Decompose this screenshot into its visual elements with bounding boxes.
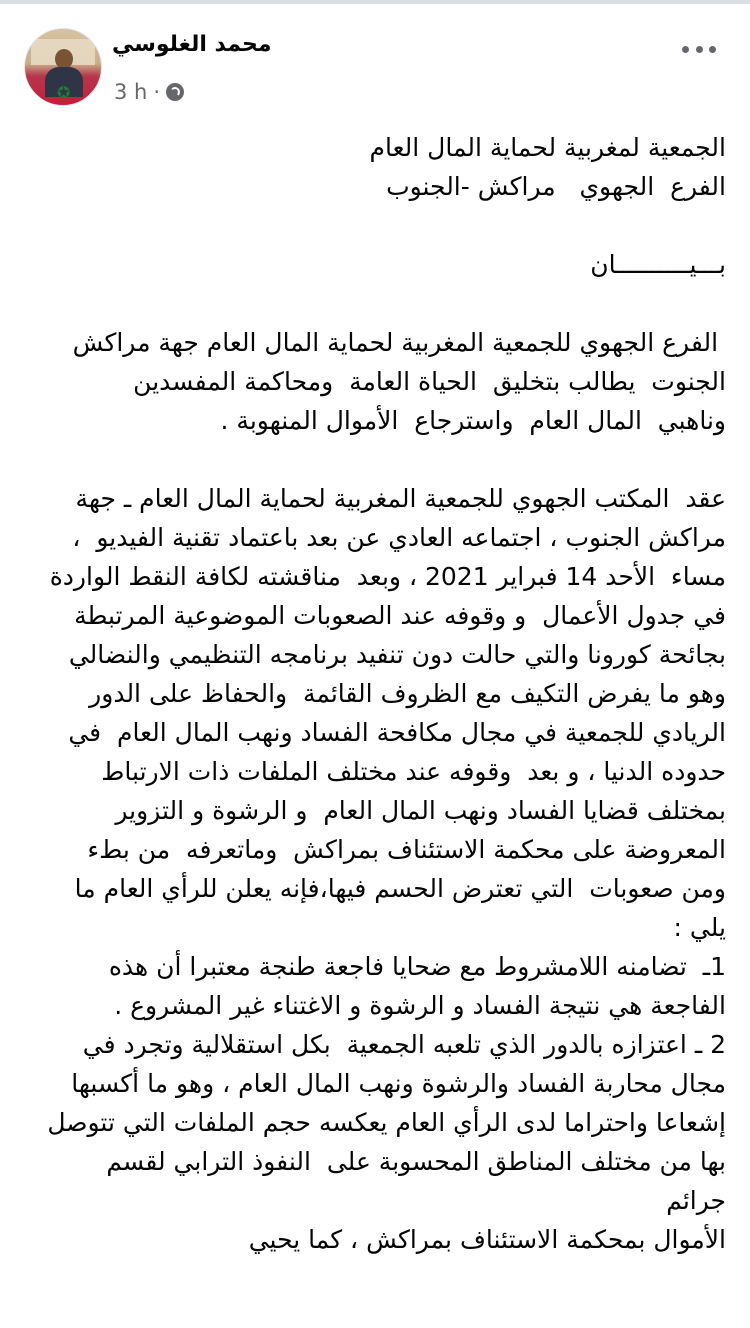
post-body [42, 128, 726, 1259]
list-item-1: الفاجعة هي نتيجة الفساد و الرشوة و الاغتناء غير المشروع . [114, 991, 726, 1020]
post-time[interactable]: 3 h [114, 80, 148, 104]
body-line: حدوده الدنيا ، و بعد وقوفه عند مختلف الملفات ذات الارتباط [101, 757, 726, 786]
list-item-2: إشعاعا واحتراما لدى الرأي العام يعكسه حجم الملفات التي تتوصل [47, 1108, 726, 1137]
body-line: يلي : [673, 913, 726, 942]
list-item-2: مجال محاربة الفساد والرشوة ونهب المال العام ، وهو ما أكسبها [71, 1069, 726, 1098]
post-header [0, 4, 750, 112]
body-line: في جدول الأعمال و وقوفه عند الصعوبات الموضوعية المرتبطة [74, 601, 726, 630]
body-line: وهو ما يفرض التكيف مع الظروف القائمة والحفاظ على الدور [89, 679, 726, 708]
globe-icon[interactable] [166, 83, 184, 101]
author-name[interactable]: محمد الغلوسي [112, 32, 272, 57]
spacer [42, 440, 726, 479]
org-line-1: الجمعية لمغربية لحماية المال العام [369, 133, 726, 162]
avatar[interactable] [24, 28, 102, 106]
list-item-2: الأموال بمحكمة الاستئناف بمراكش ، كما يحيي [248, 1225, 726, 1254]
more-options-icon [696, 46, 703, 53]
spacer [42, 284, 726, 323]
list-item-1: 1ـ تضامنه اللامشروط مع ضحايا فاجعة طنجة معتبرا أن هذه [108, 952, 726, 981]
flag-star-icon: ✪ [57, 83, 71, 102]
body-line: بجائحة كورونا والتي حالت دون تنفيد برنامجه التنظيمي والنضالي [68, 640, 726, 669]
body-line: بمختلف قضايا الفساد ونهب المال العام و الرشوة و التزوير [115, 796, 726, 825]
body-line: مراكش الجنوب ، اجتماعه العادي عن بعد باعتماد تقنية الفيديو ، [72, 523, 726, 552]
more-options-button[interactable] [682, 42, 716, 56]
more-options-icon [709, 46, 716, 53]
list-item-2: بها من مختلف المناطق المحسوبة على النفوذ الترابي لقسم جرائم [98, 1147, 726, 1215]
intro-line: الفرع الجهوي للجمعية المغربية لحماية المال العام جهة مراكش [72, 328, 726, 357]
body-line: مساء الأحد 14 فبراير 2021 ، وبعد مناقشته لكافة النقط الواردة [49, 562, 726, 591]
body-line: ومن صعوبات التي تعترض الحسم فيها،فإنه يعلن للرأي العام ما [74, 874, 726, 903]
body-line: عقد المكتب الجهوي للجمعية المغربية لحماية المال العام ـ جهة [75, 484, 726, 513]
statement-title: بـــيــــــــــان [590, 250, 726, 279]
intro-line: وناهبي المال العام واسترجاع الأموال المنهوبة . [220, 406, 726, 435]
intro-line: الجنوت يطالب بتخليق الحياة العامة ومحاكمة المفسدين [133, 367, 726, 396]
body-line: الريادي للجمعية في مجال مكافحة الفساد ونهب المال العام في [68, 718, 726, 747]
post-meta [114, 80, 184, 104]
spacer [42, 206, 726, 245]
list-item-2: 2 ـ اعتزازه بالدور الذي تلعبه الجمعية بكل استقلالية وتجرد في [82, 1030, 726, 1059]
body-line: المعروضة على محكمة الاستئناف بمراكش وماتعرفه من بطء [87, 835, 726, 864]
separator-dot: · [153, 80, 161, 104]
org-line-2: الفرع الجهوي مراكش -الجنوب [386, 172, 726, 201]
avatar-person-head [55, 49, 73, 69]
more-options-icon [682, 46, 689, 53]
